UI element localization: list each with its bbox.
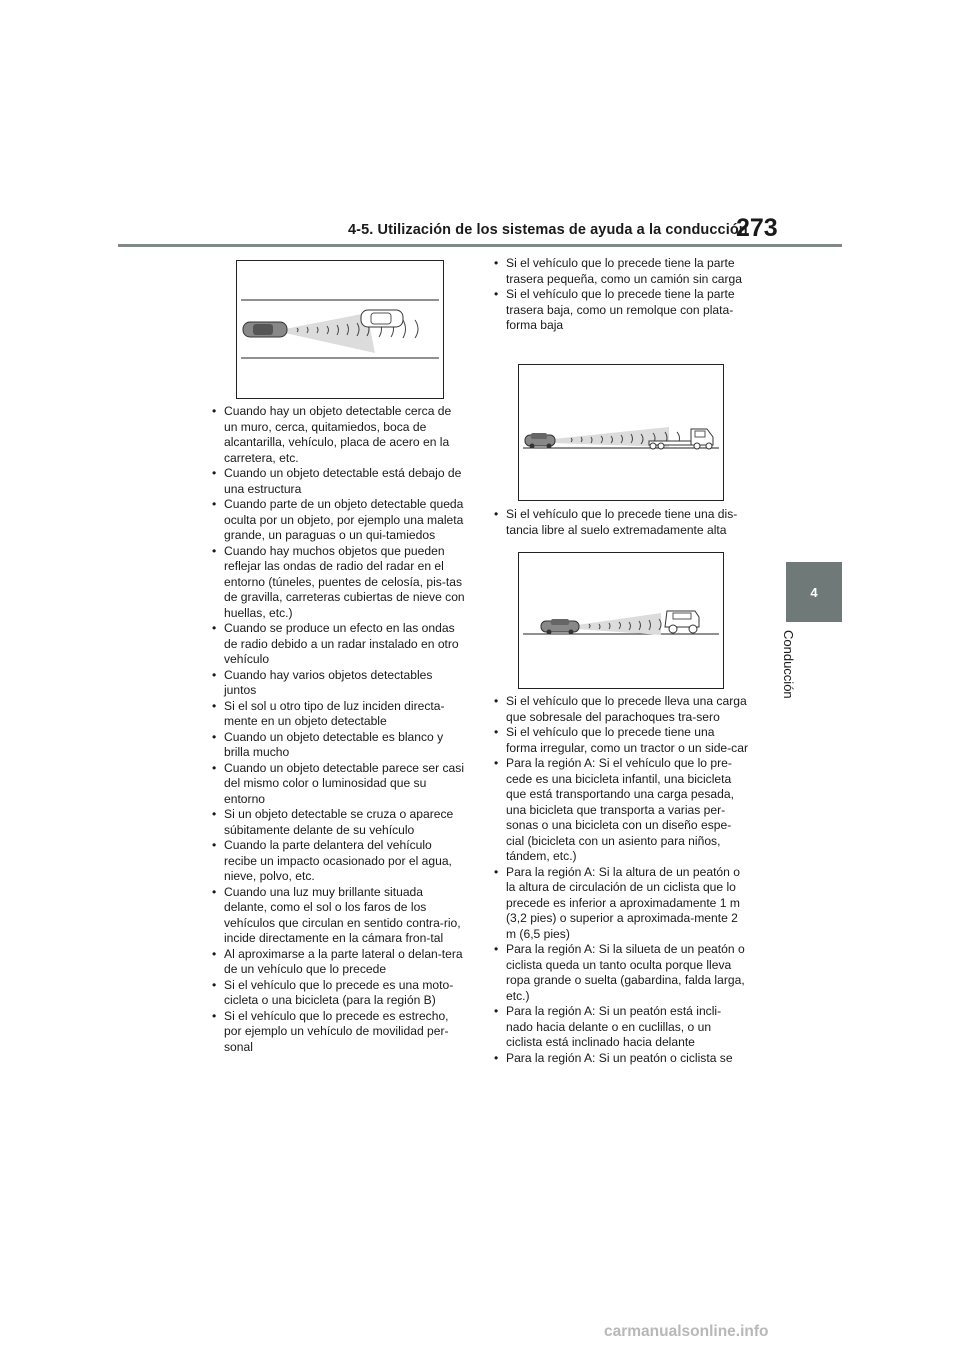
list-item: • Para la región A: Si la altura de un peatón o la altura de circulación de un ciclista que lo precede es inferior a aproximadamente 1 m (3,2 pies) o superior a aproximada-mente 2 m (6,5 pies): [492, 865, 748, 943]
cars-overtaking-radar-icon: [237, 261, 443, 398]
figure-radar-trailer: [518, 364, 724, 501]
list-item: • Al aproximarse a la parte lateral o delan-tera de un vehículo que lo precede: [210, 947, 466, 978]
list-item: • Cuando un objeto detectable parece ser casi del mismo color o luminosidad que su entorno: [210, 761, 466, 808]
list-item: • Para la región A: Si un peatón o ciclista se: [492, 1051, 748, 1067]
list-item: • Si el vehículo que lo precede tiene una forma irregular, como un tractor o un side-car: [492, 725, 748, 756]
chapter-label-text: Conducción: [781, 630, 796, 699]
list-item: • Cuando hay un objeto detectable cerca de un muro, cerca, quitamiedos, boca de alcantarilla, vehículo, placa de acero en la carretera, etc.: [210, 404, 466, 466]
figure-radar-overtaking: [236, 260, 444, 399]
list-item: • Cuando un objeto detectable está debajo de una estructura: [210, 466, 466, 497]
low-platform-trailer-radar-icon: [519, 365, 723, 500]
list-item: • Cuando parte de un objeto detectable queda oculta por un objeto, por ejemplo una maleta grande, un paraguas o un qui-tamiedos: [210, 497, 466, 544]
list-item: • Si el sol u otro tipo de luz inciden directa-mente en un objeto detectable: [210, 699, 466, 730]
high-clearance-vehicle-radar-icon: [519, 553, 723, 688]
list-item: • Cuando un objeto detectable es blanco y brilla mucho: [210, 730, 466, 761]
figure-radar-high-clearance: [518, 552, 724, 689]
list-item: • Si el vehículo que lo precede es una moto-cicleta o una bicicleta (para la región B): [210, 978, 466, 1009]
list-item: • Si el vehículo que lo precede tiene la parte trasera pequeña, como un camión sin carga: [492, 256, 748, 287]
list-item: • Si el vehículo que lo precede lleva una carga que sobresale del parachoques tra-sero: [492, 694, 748, 725]
list-item: • Si el vehículo que lo precede tiene una dis-tancia libre al suelo extremadamente alta: [492, 507, 748, 538]
list-item: • Si el vehículo que lo precede es estrecho, por ejemplo un vehículo de movilidad per-sonal: [210, 1009, 466, 1056]
list-item: • Cuando una luz muy brillante situada delante, como el sol o los faros de los vehículos que circulan en sentido contra-rio, incide directamente en la cámara fron-tal: [210, 885, 466, 947]
watermark: carmanualsonline.info: [604, 1323, 769, 1340]
list-item: • Cuando la parte delantera del vehículo recibe un impacto ocasionado por el agua, nieve, polvo, etc.: [210, 838, 466, 885]
list-item: • Si un objeto detectable se cruza o aparece súbitamente delante de su vehículo: [210, 807, 466, 838]
chapter-label: [776, 630, 816, 708]
list-item: • Para la región A: Si el vehículo que lo pre-cede es una bicicleta infantil, una bicicleta que está transportando una carga pesada, una bicicleta que transporta a varias per-sonas o una bicicleta con un diseño espe-cial (bicicleta con un asiento para niños, tándem, etc.): [492, 756, 748, 865]
page-number: 273: [736, 214, 778, 242]
section-title: 4-5. Utilización de los sistemas de ayuda a la conducción: [348, 222, 748, 238]
right-bullet-list-bottom: [492, 694, 748, 1066]
chapter-number: 4: [810, 584, 818, 600]
list-item: • Cuando hay varios objetos detectables juntos: [210, 668, 466, 699]
left-bullet-list: [210, 404, 466, 1055]
list-item: • Si el vehículo que lo precede tiene la parte trasera baja, como un remolque con plata-forma baja: [492, 287, 748, 334]
right-bullet-list-top: [492, 256, 748, 334]
header-divider: [118, 244, 842, 247]
right-bullet-list-middle: [492, 507, 748, 538]
list-item: • Cuando hay muchos objetos que pueden reflejar las ondas de radio del radar en el entorno (túneles, puentes de celosía, pis-tas de gravilla, carreteras cubiertas de nieve con huellas, etc.): [210, 544, 466, 622]
list-item: • Para la región A: Si un peatón está incli-nado hacia delante o en cuclillas, o un ciclista está inclinado hacia delante: [492, 1004, 748, 1051]
list-item: • Cuando se produce un efecto en las ondas de radio debido a un radar instalado en otro vehículo: [210, 621, 466, 668]
list-item: • Para la región A: Si la silueta de un peatón o ciclista queda un tanto oculta porque lleva ropa grande o suelta (gabardina, falda larga, etc.): [492, 942, 748, 1004]
chapter-tab: [786, 562, 842, 622]
